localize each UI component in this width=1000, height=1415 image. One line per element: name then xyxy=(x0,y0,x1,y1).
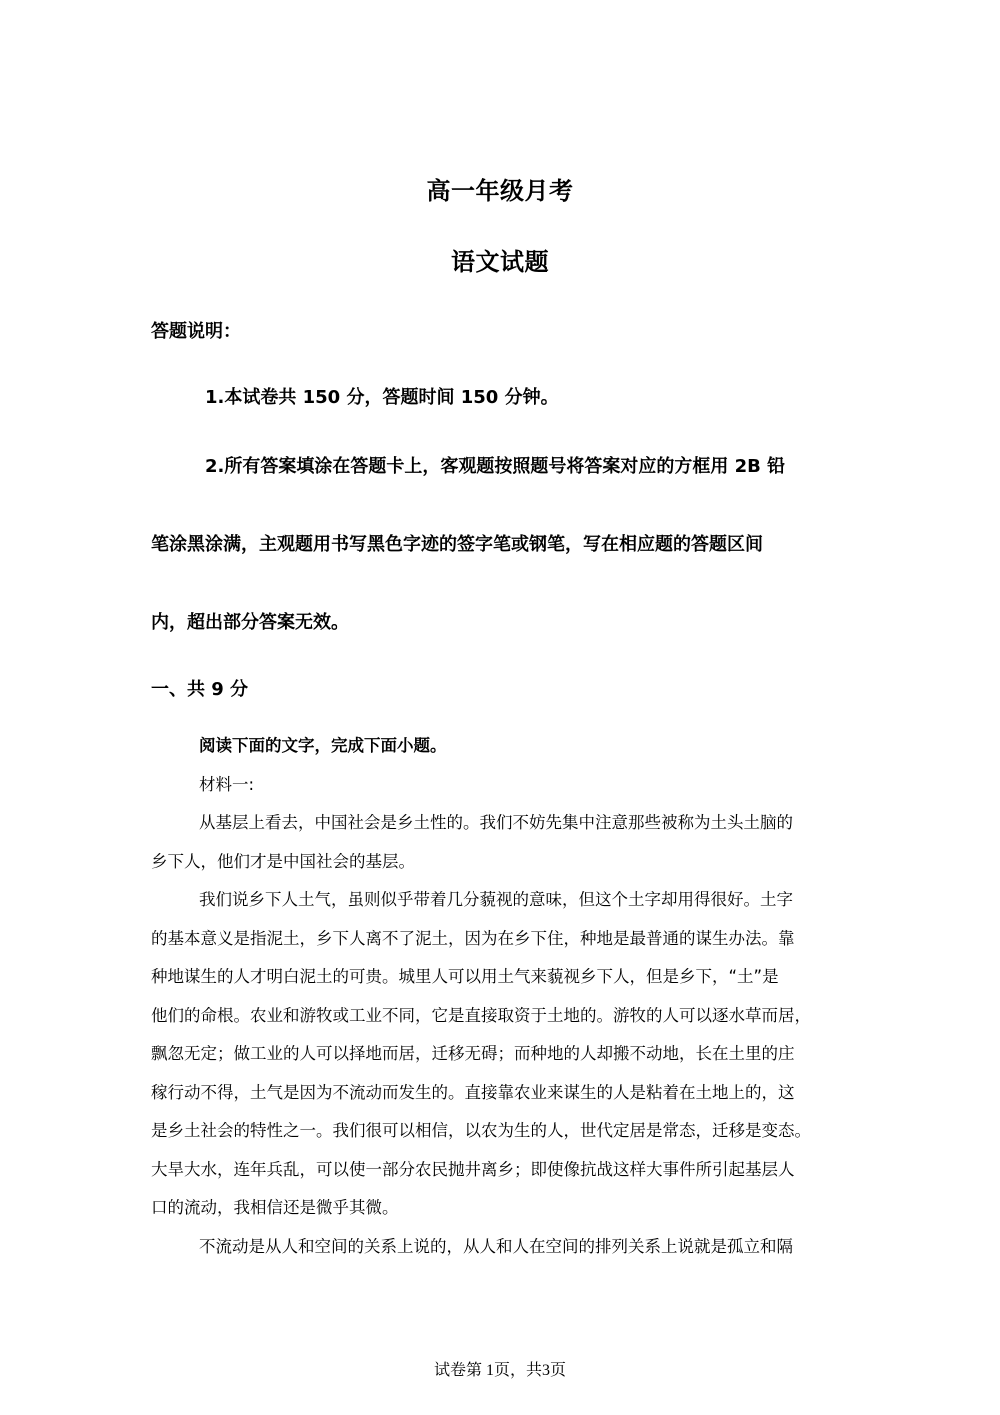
section-1-heading: 一、共 9 分 xyxy=(151,679,249,700)
passage-line: 大旱大水，连年兵乱，可以使一部分农民抛井离乡；即使像抗战这样大事件所引起基层人 xyxy=(151,1160,795,1179)
reading-prompt: 阅读下面的文字，完成下面小题。 xyxy=(199,736,447,755)
instruction-item-1: 1.本试卷共 150 分，答题时间 150 分钟。 xyxy=(205,387,559,408)
passage-line: 从基层上看去，中国社会是乡土性的。我们不妨先集中注意那些被称为土头土脑的 xyxy=(199,813,793,832)
instruction-item-2-line-3: 内，超出部分答案无效。 xyxy=(151,612,349,633)
passage-line: 我们说乡下人土气，虽则似乎带着几分藐视的意味，但这个土字却用得很好。土字 xyxy=(199,890,793,909)
page-footer: 试卷第 1页，共3页 xyxy=(433,1362,566,1379)
passage-line: 飘忽无定；做工业的人可以择地而居，迁移无碍；而种地的人却搬不动地，长在土里的庄 xyxy=(151,1044,795,1063)
passage-line: 不流动是从人和空间的关系上说的，从人和人在空间的排列关系上说就是孤立和隔 xyxy=(199,1237,793,1256)
material-label: 材料一: xyxy=(199,775,255,794)
passage-line: 他们的命根。农业和游牧或工业不同，它是直接取资于土地的。游牧的人可以逐水草而居， xyxy=(151,1006,811,1025)
passage-line: 是乡土社会的特性之一。我们很可以相信，以农为生的人，世代定居是常态，迁移是变态。 xyxy=(151,1121,811,1140)
passage-line: 乡下人，他们才是中国社会的基层。 xyxy=(151,852,415,871)
passage-line: 的基本意义是指泥土，乡下人离不了泥土，因为在乡下住，种地是最普通的谋生办法。靠 xyxy=(151,929,795,948)
instruction-item-2-line-1: 2.所有答案填涂在答题卡上，客观题按照题号将答案对应的方框用 2B 铅 xyxy=(205,456,786,477)
exam-subtitle: 语文试题 xyxy=(451,248,549,276)
instruction-item-2-line-2: 笔涂黑涂满，主观题用书写黑色字迹的签字笔或钢笔，写在相应题的答题区间 xyxy=(151,534,763,555)
passage-line: 种地谋生的人才明白泥土的可贵。城里人可以用土气来藐视乡下人，但是乡下，“土”是 xyxy=(151,967,779,986)
passage-line: 口的流动，我相信还是微乎其微。 xyxy=(151,1198,399,1217)
passage-line: 稼行动不得，土气是因为不流动而发生的。直接靠农业来谋生的人是粘着在土地上的，这 xyxy=(151,1083,795,1102)
exam-title: 高一年级月考 xyxy=(426,177,574,205)
instructions-heading: 答题说明： xyxy=(151,321,241,342)
